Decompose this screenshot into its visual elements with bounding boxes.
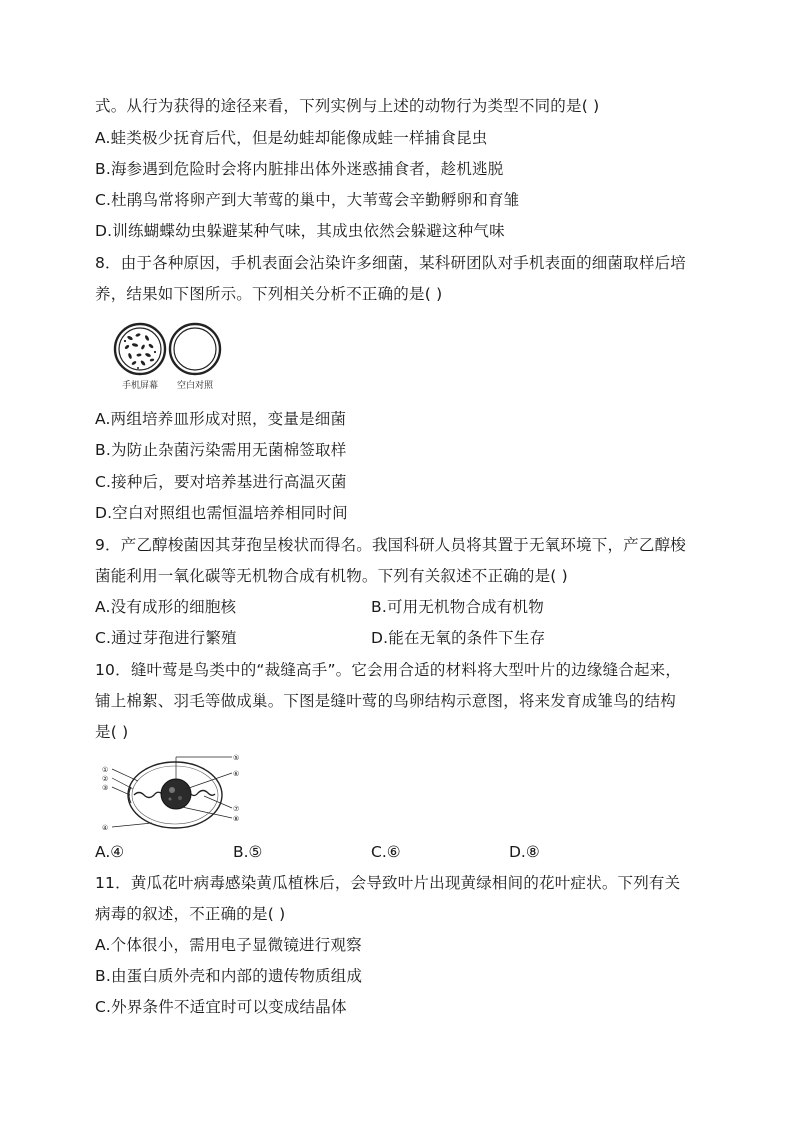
egg-label-5: ⑤ (233, 754, 240, 762)
q8-option-d: D.空白对照组也需恒温培养相同时间 (95, 504, 348, 522)
q10-stem-line1: 10．缝叶莺是鸟类中的“裁缝高手”。它会用合适的材料将大型叶片的边缘缝合起来， (95, 661, 682, 679)
egg-label-2: ② (102, 775, 109, 783)
q8-option-a: A.两组培养皿形成对照，变量是细菌 (95, 410, 347, 428)
q9-option-b: B.可用无机物合成有机物 (371, 598, 544, 616)
q11-option-c: C.外界条件不适宜时可以变成结晶体 (95, 998, 347, 1016)
q10-option-b: B.⑤ (233, 843, 263, 861)
egg-label-3: ③ (102, 784, 109, 792)
q8-stem-line2: 养，结果如下图所示。下列相关分析不正确的是( ) (95, 285, 443, 303)
q10-option-a: A.④ (95, 843, 125, 861)
egg-label-4: ④ (102, 824, 109, 832)
q9-stem-line2: 菌能利用一氧化碳等无机物合成有机物。下列有关叙述不正确的是( ) (95, 567, 568, 585)
germinal-disc (169, 787, 175, 793)
q7-stem-tail: 式。从行为获得的途径来看，下列实例与上述的动物行为类型不同的是( ) (95, 97, 600, 115)
q8-option-b: B.为防止杂菌污染需用无菌棉签取样 (95, 441, 347, 459)
egg-label-8: ⑧ (233, 815, 240, 823)
q10-option-c: C.⑥ (371, 843, 401, 861)
q9-option-a: A.没有成形的细胞核 (95, 598, 237, 616)
egg-label-6: ⑥ (233, 770, 240, 778)
q7-option-c: C.杜鹃鸟常将卵产到大苇莺的巢中，大苇莺会辛勤孵卵和育雏 (95, 191, 520, 209)
yolk (161, 779, 191, 809)
q9-option-d: D.能在无氧的条件下生存 (371, 629, 546, 647)
phone-screen-label: 手机屏幕 (121, 381, 159, 391)
petri-dish-figure (108, 314, 228, 394)
blank-control-dish (170, 324, 220, 374)
q10-stem-line2: 铺上棉絮、羽毛等做成巢。下图是缝叶莺的鸟卵结构示意图，将来发育成雏鸟的结构 (95, 692, 676, 710)
q11-stem-line1: 11．黄瓜花叶病毒感染黄瓜植株后，会导致叶片出现黄绿相间的花叶症状。下列有关 (95, 874, 681, 892)
q8-option-c: C.接种后，要对培养基进行高温灭菌 (95, 473, 347, 491)
q11-option-b: B.由蛋白质外壳和内部的遗传物质组成 (95, 967, 363, 985)
q7-option-d: D.训练蝴蝶幼虫躲避某种气味，其成虫依然会躲避这种气味 (95, 222, 505, 240)
q9-stem-line1: 9．产乙醇梭菌因其芽孢呈梭状而得名。我国科研人员将其置于无氧环境下，产乙醇梭 (95, 536, 686, 554)
q7-option-b: B.海参遇到危险时会将内脏排出体外迷惑捕食者，趁机逃脱 (95, 160, 504, 178)
q11-stem-line2: 病毒的叙述，不正确的是( ) (95, 905, 286, 923)
q7-option-a: A.蛙类极少抚育后代，但是幼蛙却能像成蛙一样捕食昆虫 (95, 129, 488, 147)
egg-label-7: ⑦ (233, 805, 240, 813)
blank-control-label: 空白对照 (176, 381, 214, 391)
egg-label-1: ① (102, 766, 109, 774)
bird-egg-diagram (100, 751, 245, 837)
q10-option-d: D.⑧ (509, 843, 540, 861)
q8-stem-line1: 8．由于各种原因，手机表面会沾染许多细菌，某科研团队对手机表面的细菌取样后培 (95, 254, 686, 272)
phone-screen-dish (115, 324, 165, 374)
q9-option-c: C.通过芽孢进行繁殖 (95, 629, 237, 647)
q11-option-a: A.个体很小，需用电子显微镜进行观察 (95, 936, 362, 954)
q10-stem-line3: 是( ) (95, 723, 129, 741)
